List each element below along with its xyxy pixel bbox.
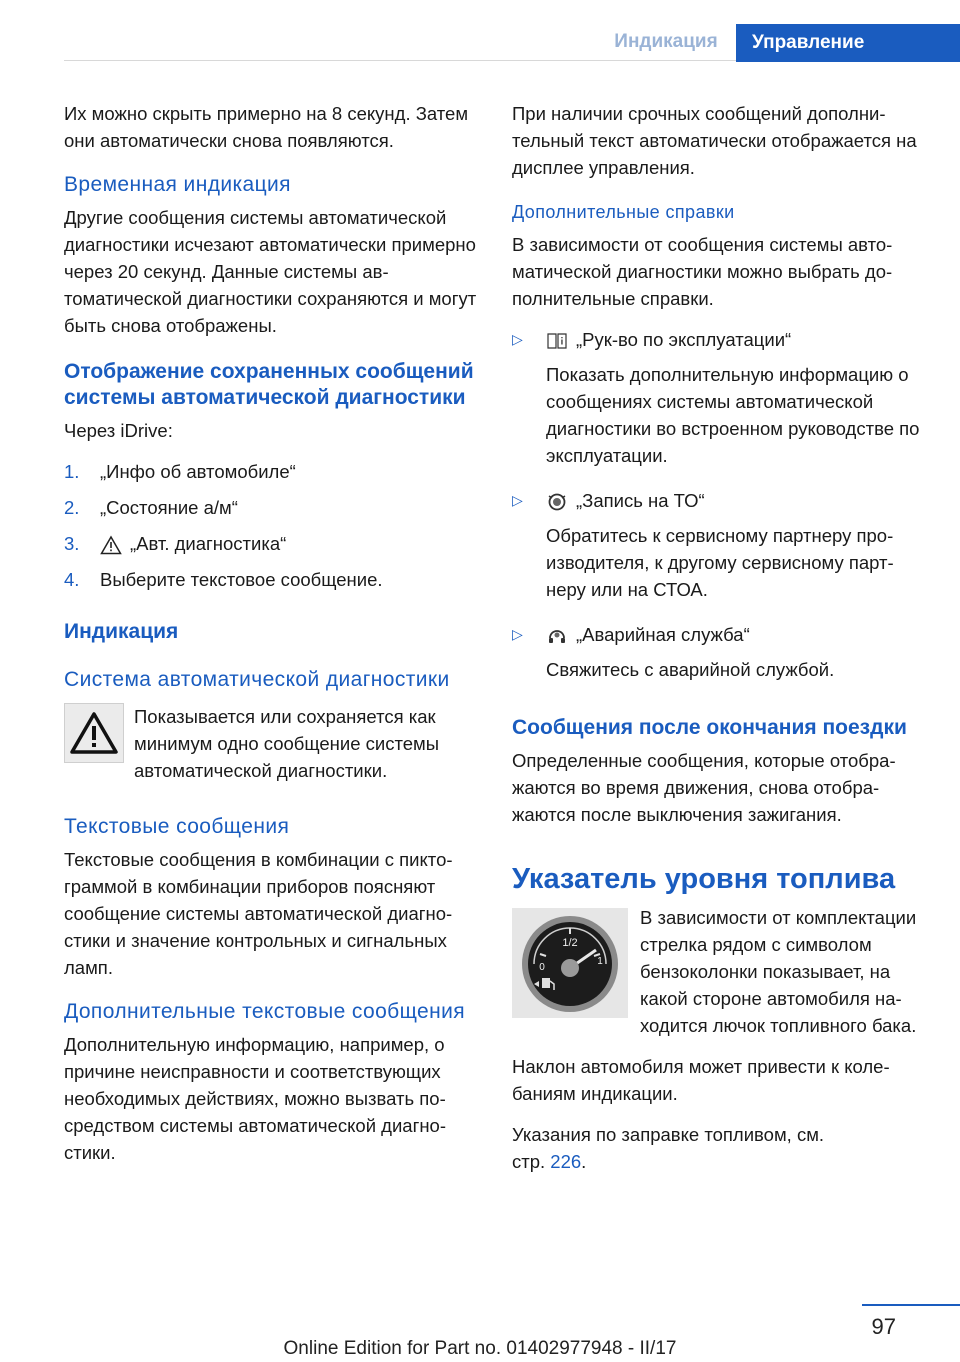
gauge-zero-label: 0 bbox=[539, 962, 545, 973]
after-trip-text: Определенные сообщения, которые отображаются во время движения, снова отображаются после выключения зажигания. bbox=[512, 750, 896, 825]
urgent-text: При наличии срочных сообщений дополнительный текст автоматически отображается на дисплее управления. bbox=[512, 103, 917, 178]
heading-system-diagnostics: Система автоматической диагностики bbox=[64, 668, 450, 691]
gauge-full-label: 1 bbox=[597, 956, 603, 967]
via-idrive: Через iDrive: bbox=[64, 420, 173, 441]
list-item bbox=[512, 621, 924, 691]
manual-icon bbox=[546, 332, 568, 350]
heading-fuel-gauge: Указатель уровня топлива bbox=[512, 863, 896, 895]
list-item: 4. Выберите текстовое сообщение. bbox=[64, 569, 383, 590]
list-item: 3. „Авт. диагностика“ bbox=[64, 533, 287, 554]
warning-note bbox=[64, 703, 482, 784]
bullet-triangle-icon: ▷ bbox=[512, 626, 523, 642]
tab-upravlenie[interactable]: Управление bbox=[736, 24, 960, 62]
gauge-half-label: 1/2 bbox=[562, 937, 578, 949]
service-link[interactable]: „Запись на ТО“ bbox=[576, 490, 705, 511]
roadside-assistance-icon bbox=[546, 626, 568, 646]
warning-box bbox=[64, 703, 124, 763]
page-link-226[interactable]: 226 bbox=[550, 1151, 582, 1172]
list-item bbox=[512, 487, 924, 611]
bullet-triangle-icon: ▷ bbox=[512, 492, 523, 508]
refuel-text: Указания по заправке топливом, см. стр. 226. bbox=[512, 1124, 825, 1172]
left-column bbox=[64, 100, 482, 1180]
fuel-text: В зависимости от комплектации стрелка рядом с символом бензоколонки показывает, на какой стороне автомобиля находится лючок топливного бака. bbox=[640, 907, 917, 1036]
fuel-gauge-drawing bbox=[512, 908, 628, 1018]
heading-indication: Индикация bbox=[64, 620, 179, 643]
list-item: 1. „Инфо об автомобиле“ bbox=[64, 461, 296, 482]
footer-rule bbox=[862, 1304, 960, 1306]
bullet-triangle-icon: ▷ bbox=[512, 331, 523, 347]
fuel-gauge-image bbox=[512, 908, 628, 1018]
heading-additional-help: Дополнительные справки bbox=[512, 202, 735, 222]
heading-additional-text: Дополнительные текстовые сообщения bbox=[64, 1000, 466, 1023]
emergency-link[interactable]: „Аварийная служба“ bbox=[576, 624, 750, 645]
heading-text-messages: Текстовые сообщения bbox=[64, 815, 290, 838]
warning-triangle-icon bbox=[100, 535, 122, 555]
page-number: 97 bbox=[871, 1314, 896, 1339]
tilt-text: Наклон автомобиля может привести к колебаниям индикации. bbox=[512, 1056, 890, 1104]
manual-desc: Показать дополнительную информацию о сообщениях системы автоматической диагностики во встроенном руководстве по эксплуатации. bbox=[546, 364, 920, 466]
tab-indikaciya[interactable]: Индикация bbox=[614, 31, 718, 52]
text-messages-text: Текстовые сообщения в комбинации с пиктограммой в комбинации приборов поясняют сообщение системы автоматической диагностики и значение контрольных и сигнальных ламп. bbox=[64, 849, 453, 978]
heading-show-saved: Отображение сохраненных сообщений системы автоматической диагностики bbox=[64, 360, 474, 409]
steps-list bbox=[64, 458, 482, 593]
footer-edition: Online Edition for Part no. 01402977948 - II/17 bbox=[283, 1338, 677, 1359]
emergency-desc: Свяжитесь с аварийной службой. bbox=[546, 659, 835, 680]
intro-text: Их можно скрыть примерно на 8 секунд. Затем они автоматически снова появляются. bbox=[64, 103, 469, 151]
service-desc: Обратитесь к сервисному партнеру производителя, к другому сервисному партнеру или на СТОА. bbox=[546, 525, 894, 600]
warning-text: Показывается или сохраняется как минимум одно сообщение системы автоматической диагностики. bbox=[134, 706, 440, 781]
list-item: 2. „Состояние а/м“ bbox=[64, 497, 238, 518]
bmw-service-icon bbox=[546, 492, 568, 512]
additional-text-text: Дополнительную информацию, например, о причине неисправности и соответствующих необходимых действиях, можно вызвать посредством системы автоматической диагностики. bbox=[64, 1034, 447, 1163]
list-item bbox=[512, 326, 924, 477]
heading-temp-indication: Временная индикация bbox=[64, 173, 291, 196]
temp-indication-text: Другие сообщения системы автоматической диагностики исчезают автоматически примерно через 20 секунд. Данные системы автоматической диагностики сохраняются и могут быть снова отображены. bbox=[64, 207, 477, 336]
warning-triangle-icon bbox=[69, 711, 119, 755]
right-column bbox=[512, 100, 924, 1189]
manual-link[interactable]: „Рук-во по эксплуатации“ bbox=[576, 329, 792, 350]
heading-after-trip: Сообщения после окончания поездки bbox=[512, 716, 907, 739]
help-text: В зависимости от сообщения системы автоматической диагностики можно выбрать дополнительные справки. bbox=[512, 234, 893, 309]
